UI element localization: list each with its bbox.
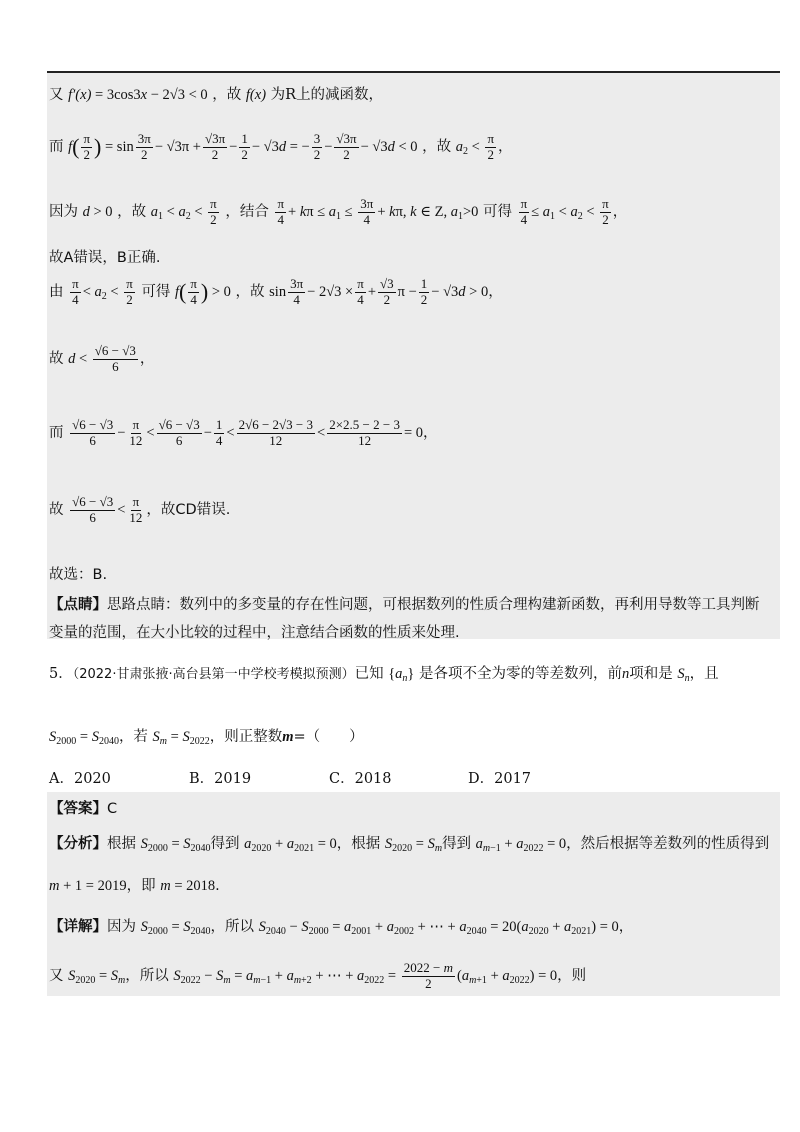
formula: $S_n$ (677, 666, 690, 684)
solution-line-4: 故A错误，B正确. (49, 250, 161, 266)
text: . (215, 878, 220, 894)
solution-line-2 (49, 132, 513, 163)
formula: $S_{2020} = S_m$ (384, 836, 443, 854)
formula: $\frac{\pi}{4}$ + $k\pi \le a_1$ ≤ $\frac{3\pi}{4}$ + kπ, k ∈ Z, $a_1>0$ (277, 196, 479, 227)
text: ， (488, 283, 503, 300)
formula: sin $\frac{3\pi}{4}$ − 2√3 × $\frac{\pi}{4}$ + $\frac{√3}{2}$ π − $\frac{1}{2}$ − √3d > 0 (269, 276, 489, 307)
detail-line-2 (49, 961, 586, 992)
question-number: 5． (49, 666, 73, 682)
solution-line-5 (49, 277, 503, 308)
formula: $S_{2022} - S_m = a_{m-1} + a_{m+2}$ + ⋯ + $a_{2022}$ = $\frac{2022 - m}{2}$ $(a_{m+1} + a_{2022}) = 0$ (173, 960, 558, 991)
text: ，且 (689, 666, 719, 682)
formula: f′(x) = 3cos3x − 2√3 < 0 (68, 87, 208, 103)
analysis-label: 【分析】 (49, 836, 107, 852)
formula: $\frac{\pi}{4}$ < $a_2$ < $\frac{\pi}{2}$ (72, 276, 133, 307)
formula: f( $\frac{\pi}{2}$ ) = sin $\frac{3\pi}{2}$ − √3π + $\frac{√3\pi}{2}$ − $\frac{1}{2}$ − √3d = − $\frac{3}{2}$ − $\frac{√3\pi}{2}$ − √3d < 0 (68, 131, 418, 162)
option-b: B．2019 (189, 771, 252, 787)
formula: $S_{2040} - S_{2000} = a_{2001} + a_{2002}$ + ⋯ + $a_{2040} = 20(a_{2020} + a_{2021}) = 0$ (258, 919, 619, 937)
analysis-line-2 (49, 874, 220, 895)
solution-line-7 (49, 418, 438, 449)
text: ，故 (212, 87, 242, 103)
text: 思路点睛：数列中的多变量的存在性问题，可根据数列的性质合理构建新函数，再利用导数等工具判断 (107, 597, 760, 613)
text: R (285, 87, 297, 103)
formula: $a_{2020} + a_{2021} = 0$ (244, 836, 337, 854)
text: ， (618, 919, 634, 935)
answer-label: 【答案】 (49, 801, 107, 817)
formula: $a_2$ < $\frac{\pi}{2}$ (455, 131, 495, 162)
text: ，所以 (210, 919, 255, 935)
formula: $a_{m-1} + a_{2022} = 0$ (475, 836, 567, 854)
text: ， (498, 138, 513, 155)
question-5-stem (49, 662, 719, 684)
text: 由 (49, 283, 64, 300)
text: 可得 (483, 203, 512, 220)
question-5-stem-2 (49, 725, 364, 747)
formula: $\frac{\pi}{4}$ ≤ $a_1 < a_2$ < $\frac{\pi}{2}$ (520, 196, 609, 227)
text: 故 (49, 501, 64, 518)
solution-line-6 (49, 344, 154, 375)
formula: d < $\frac{√6 - √3}{6}$ (68, 343, 136, 374)
tip-label: 【点睛】 (49, 597, 107, 613)
text: ，若 (118, 729, 148, 745)
formula: m + 1 = 2019 (49, 878, 127, 894)
text: =（ ） (293, 729, 364, 745)
text: 又 (49, 87, 64, 103)
text: ，根据 (336, 836, 381, 852)
text: 上的减函数， (296, 87, 384, 103)
text: 根据 (107, 836, 136, 852)
analysis-line-1 (49, 832, 769, 854)
formula: $\frac{√6 - √3}{6}$ − $\frac{\pi}{12}$ < $\frac{√6 - √3}{6}$ − $\frac{1}{4}$ < $\frac{2√6 - 2√3 - 3}{12}$ < $\frac{2\times 2.5 - 2 - 3}{12}$ = 0 (72, 417, 424, 448)
answer-line (49, 797, 117, 818)
text: 而 (49, 424, 64, 441)
text: 而 (49, 138, 64, 155)
tip-line-2: 变量的范围，在大小比较的过程中，注意结合函数的性质来处理. (49, 625, 460, 641)
solution-line-3 (49, 197, 627, 228)
formula: $\{a_n\}$ (388, 666, 415, 684)
text: 为 (270, 87, 286, 103)
text: ， (612, 203, 628, 220)
formula: f(x) (245, 87, 267, 103)
answer-value: C (107, 801, 118, 817)
text: ，故 (235, 283, 265, 300)
text: ，即 (126, 878, 156, 894)
text: ，然后根据等差数列的性质得到 (566, 836, 770, 852)
option-a: A．2020 (49, 771, 111, 787)
formula: $S_m = S_{2022}$ (152, 729, 210, 747)
text: ，所以 (125, 967, 169, 984)
text: 又 (49, 967, 64, 984)
text: 因为 (49, 203, 78, 220)
detail-label: 【详解】 (49, 919, 107, 935)
text: 得到 (210, 836, 240, 852)
tip-line-1 (49, 593, 760, 614)
detail-line-1 (49, 915, 633, 937)
text: m (282, 729, 294, 745)
formula: f( $\frac{\pi}{4}$ ) > 0 (174, 276, 231, 307)
text: 是各项不全为零的等差数列，前 (419, 666, 622, 682)
text: ，则 (557, 967, 587, 984)
text: 已知 (354, 666, 384, 682)
text: ，故CD错误. (146, 501, 231, 518)
text: ，结合 (225, 203, 269, 220)
text: 项和是 (629, 666, 673, 682)
formula: $\frac{√6 - √3}{6}$ < $\frac{\pi}{12}$ (72, 494, 143, 525)
text: 故 (49, 350, 64, 367)
question-source: （2022·甘肃张掖·高台县第一中学校考模拟预测） (72, 667, 355, 682)
solution-line-1 (49, 83, 383, 104)
text: 得到 (442, 836, 472, 852)
formula: m = 2018 (160, 878, 216, 894)
formula: d > 0 (82, 203, 113, 220)
option-d: D．2017 (468, 771, 532, 787)
text: ， (139, 350, 155, 367)
text: ， (423, 424, 438, 441)
formula: $S_{2020} = S_m$ (68, 967, 126, 986)
formula: $S_{2000} = S_{2040}$ (49, 729, 119, 747)
solution-line-8 (49, 495, 230, 526)
option-c: C．2018 (329, 771, 392, 787)
text: n (622, 666, 630, 682)
text: 因为 (107, 919, 136, 935)
solution-line-9: 故选：B. (49, 567, 108, 583)
text: ，则正整数 (209, 729, 283, 745)
formula: $S_{2000} = S_{2040}$ (140, 919, 211, 937)
formula: $S_{2000} = S_{2040}$ (140, 836, 211, 854)
text: ，故 (117, 203, 147, 220)
formula: $a_1 < a_2$ < $\frac{\pi}{2}$ (150, 196, 217, 227)
text: ，故 (422, 138, 452, 155)
text: 可得 (141, 283, 171, 300)
